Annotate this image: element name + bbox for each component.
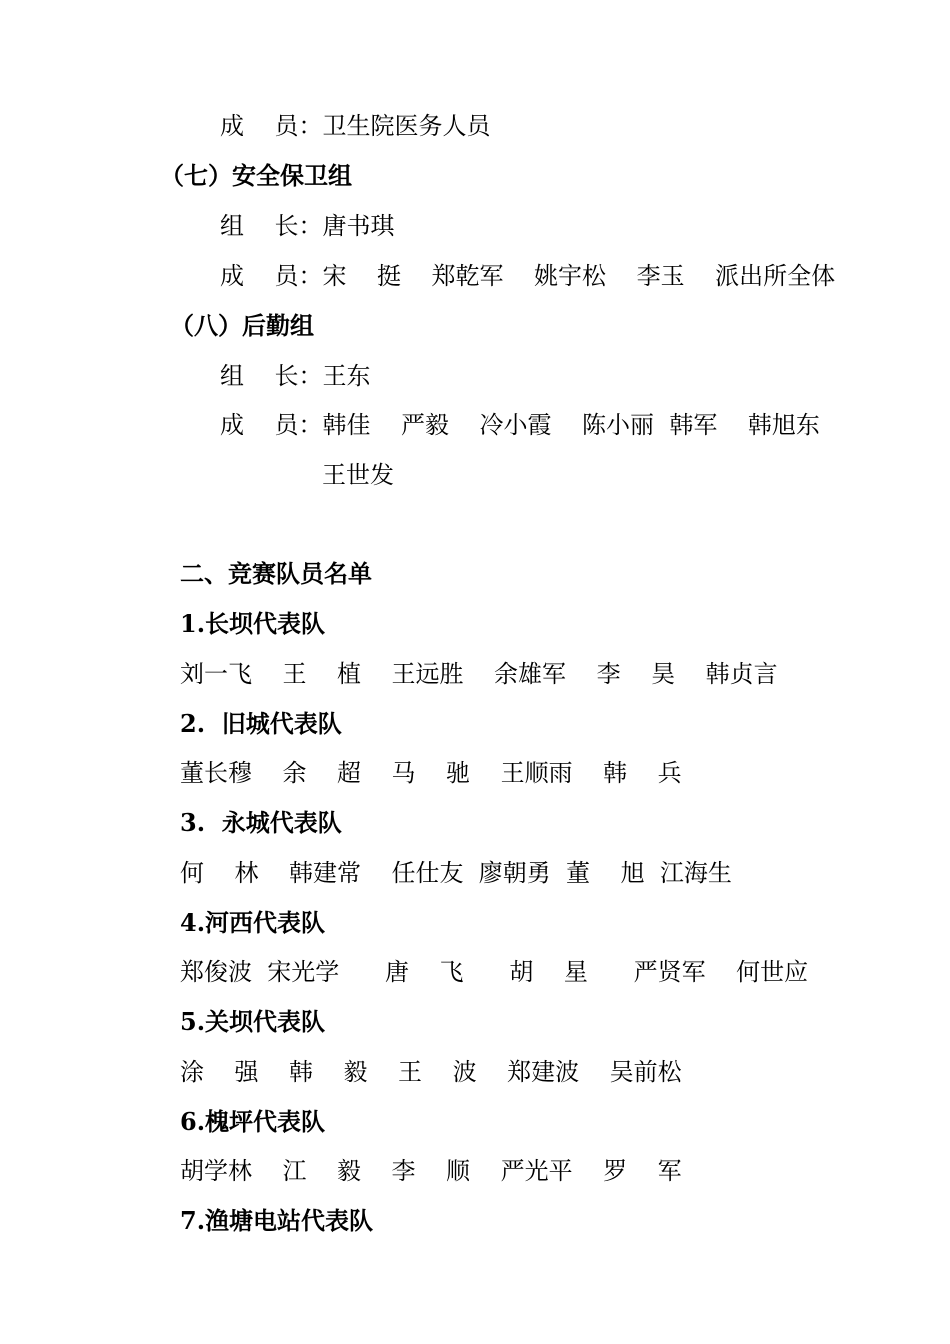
team-heading: 5.关坝代表队 xyxy=(180,1007,326,1036)
team-members: 刘一飞 王 植 王远胜 余雄军 李 昊 韩贞言 xyxy=(180,660,778,688)
team-members: 涂 强 韩 毅 王 波 郑建波 吴前松 xyxy=(180,1058,682,1086)
team-members: 何 林 韩建常 任仕友 廖朝勇 董 旭 江海生 xyxy=(180,859,732,887)
team-members: 郑俊波 宋光学 唐 飞 胡 星 严贤军 何世应 xyxy=(180,958,809,986)
logistics-group-members: 成 员：韩佳 严毅 冷小霞 陈小丽 韩军 韩旭东 xyxy=(220,411,820,439)
security-group-members: 成 员：宋 挺 郑乾军 姚宇松 李玉 派出所全体 xyxy=(220,262,836,290)
team-heading: 1.长坝代表队 xyxy=(180,609,326,638)
section-title-team-roster: 二、竞赛队员名单 xyxy=(180,559,372,588)
team-heading: 7.渔塘电站代表队 xyxy=(180,1206,374,1235)
prev-group-members: 成 员：卫生院医务人员 xyxy=(220,112,491,140)
team-members: 董长穆 余 超 马 驰 王顺雨 韩 兵 xyxy=(180,759,682,787)
logistics-group-members-continued: 王世发 xyxy=(322,461,394,489)
security-group-heading: （七）安全保卫组 xyxy=(160,161,352,190)
team-heading: 3. 永城代表队 xyxy=(180,808,342,837)
team-heading: 2. 旧城代表队 xyxy=(180,709,342,738)
team-heading: 6.槐坪代表队 xyxy=(180,1107,326,1136)
logistics-group-leader: 组 长：王东 xyxy=(220,362,371,390)
team-members: 胡学林 江 毅 李 顺 严光平 罗 军 xyxy=(180,1157,682,1185)
security-group-leader: 组 长：唐书琪 xyxy=(220,212,395,240)
logistics-group-heading: （八）后勤组 xyxy=(170,311,314,340)
team-heading: 4.河西代表队 xyxy=(180,908,326,937)
